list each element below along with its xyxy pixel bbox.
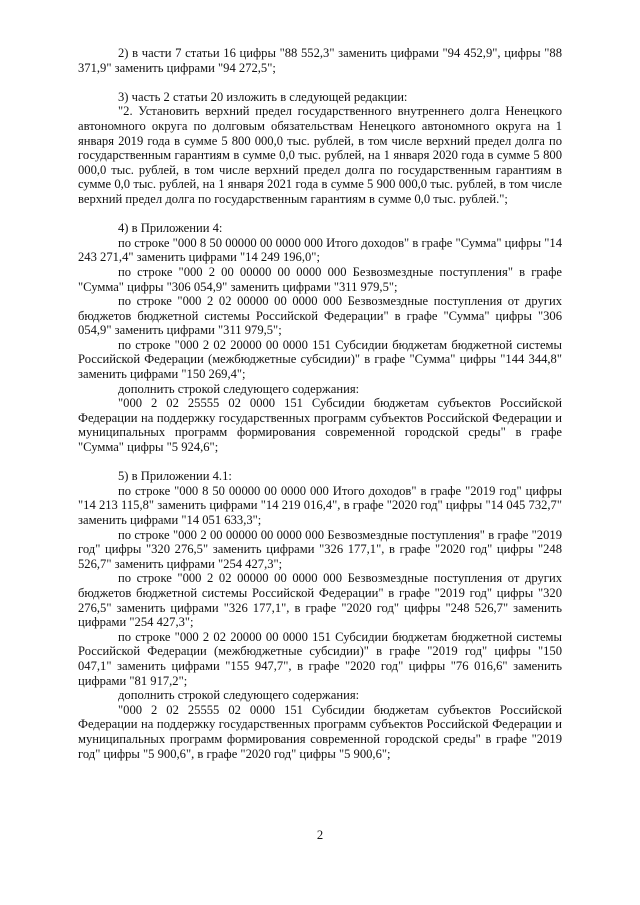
item-4-line-total-income: по строке "000 8 50 00000 00 0000 000 Итого доходов" в графе "Сумма" цифры "14 243 271,4" заменить цифрами "14 249 196,0";	[78, 235, 562, 265]
item-4-line-subsidies: по строке "000 2 02 20000 00 0000 151 Субсидии бюджетам бюджетной системы Российской Федерации (межбюджетные субсидии)" в графе "Сумма" цифры "144 344,8" заменить цифрами "150 269,4";	[78, 337, 562, 382]
item-5-line-gratuitous: по строке "000 2 00 00000 00 0000 000 Безвозмездные поступления" в графе "2019 год" цифры "320 276,5" заменить цифрами "326 177,1", в графе "2020 год" цифры "248 526,7" заменить цифрами "254 427,3";	[78, 527, 562, 571]
item-4-line-gratuitous: по строке "000 2 00 00000 00 0000 000 Безвозмездные поступления" в графе "Сумма" цифры "306 054,9" заменить цифрами "311 979,5";	[78, 264, 562, 294]
document-page	[78, 46, 562, 761]
paragraph-gap	[78, 75, 562, 90]
item-5-line-subsidies: по строке "000 2 02 20000 00 0000 151 Субсидии бюджетам бюджетной системы Российской Федерации (межбюджетные субсидии)" в графе "2019 год" цифры "150 047,1" заменить цифрами "155 947,7", в графе "2020 год" цифры "76 016,6" заменить цифрами "81 917,2";	[78, 629, 562, 688]
item-4-supplement-intro: дополнить строкой следующего содержания:	[118, 381, 360, 396]
item-5-line-other-budgets: по строке "000 2 02 00000 00 0000 000 Безвозмездные поступления от других бюджетов бюджетной системы Российской Федерации" в графе "2019 год" цифры "320 276,5" заменить цифрами "326 177,1", в графе "2020 год" цифры "248 526,7" заменить цифрами "254 427,3";	[78, 571, 562, 630]
item-2-amendment: 2) в части 7 статьи 16 цифры "88 552,3" заменить цифрами "94 452,9", цифры "88 371,9" заменить цифрами "94 272,5";	[78, 46, 562, 75]
item-4-line-other-budgets: по строке "000 2 02 00000 00 0000 000 Безвозмездные поступления от других бюджетов бюджетной системы Российской Федерации" в графе "Сумма" цифры "306 054,9" заменить цифрами "311 979,5";	[78, 294, 562, 338]
item-3-new-text: "2. Установить верхний предел государственного внутреннего долга Ненецкого автономного округа по долговым обязательствам Ненецкого автономного округа на 1 января 2019 года в сумме 5 800 000,0 тыс. рублей, в том числе верхний предел долга по государственным гарантиям в сумме 0,0 тыс. рублей, на 1 января 2020 года в сумме 5 800 000,0 тыс. рублей, в том числе верхний предел долга по государственным гарантиям в сумме 0,0 тыс. рублей, на 1 января 2021 года в сумме 5 900 000,0 тыс. рублей, в том числе верхний предел долга по государственным гарантиям в сумме 0,0 тыс. рублей.";	[78, 104, 562, 206]
item-5-line-total-income: по строке "000 8 50 00000 00 0000 000 Итого доходов" в графе "2019 год" цифры "14 213 115,8" заменить цифрами "14 219 016,4", в графе "2020 год" цифры "14 045 732,7" заменить цифрами "14 051 633,3";	[78, 483, 562, 527]
paragraph-gap	[78, 207, 562, 222]
paragraph-gap	[78, 455, 562, 470]
item-4-heading: 4) в Приложении 4:	[118, 221, 223, 236]
item-5-supplement-line: "000 2 02 25555 02 0000 151 Субсидии бюджетам субъектов Российской Федерации на поддержку государственных программ субъектов Российской Федерации и муниципальных программ формирования современной городской среды" в графе "2019 год" цифры "5 900,6", в графе "2020 год" цифры "5 900,6";	[78, 702, 562, 761]
page-number: 2	[316, 828, 324, 842]
item-4-supplement-line: "000 2 02 25555 02 0000 151 Субсидии бюджетам субъектов Российской Федерации на поддержку государственных программ субъектов Российской Федерации и муниципальных программ формирования современной городской среды" в графе "Сумма" цифры "5 924,6";	[78, 396, 562, 455]
item-3-heading: 3) часть 2 статьи 20 изложить в следующей редакции:	[118, 89, 408, 104]
item-5-heading: 5) в Приложении 4.1:	[118, 469, 232, 484]
item-5-supplement-intro: дополнить строкой следующего содержания:	[118, 688, 360, 703]
